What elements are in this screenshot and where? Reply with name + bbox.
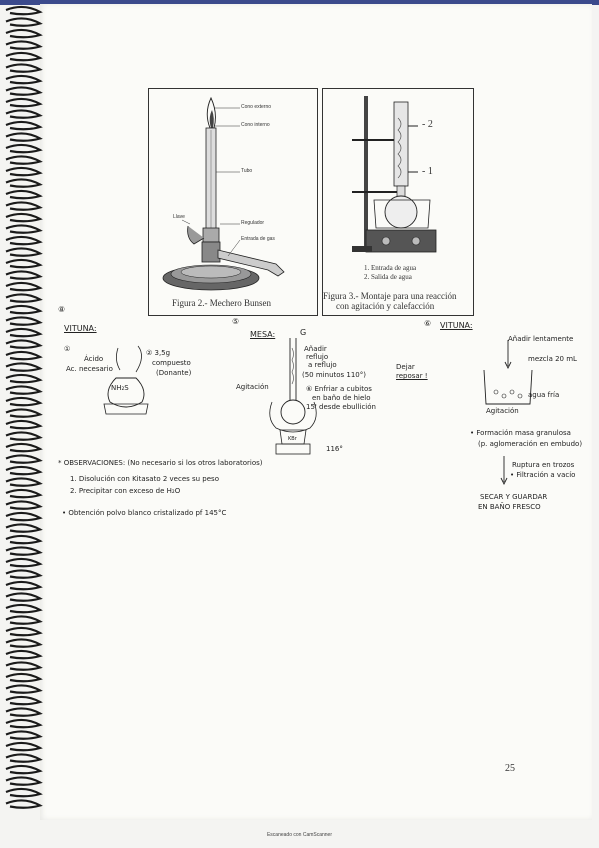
step-2-note-2: reflujo [306, 353, 329, 361]
step-2-mark: ⑤ [232, 317, 240, 326]
step-3-title: VITUNA: [440, 321, 473, 330]
spiral-coil [6, 18, 40, 25]
spiral-coil [6, 306, 40, 313]
step-3-note-1: • Formación masa granulosa [470, 429, 571, 437]
spiral-coil [6, 674, 40, 681]
step-2-letter: G [300, 328, 307, 337]
spiral-coil [6, 777, 40, 784]
spiral-coil [6, 536, 40, 543]
step-3-note-6: EN BAÑO FRESCO [478, 503, 541, 511]
figure-3-caption-line-1: Figura 3.- Montaje para una reacción [323, 291, 457, 301]
spiral-coil [6, 616, 40, 623]
figure-2-frame [148, 88, 318, 316]
figure-3-caption-line-2: con agitación y calefacción [336, 301, 435, 311]
spiral-coil [6, 490, 40, 497]
spiral-coil [6, 317, 40, 324]
spiral-coil [6, 145, 40, 152]
spiral-coil [6, 789, 40, 796]
spiral-coil [6, 352, 40, 359]
step-3-arrow [499, 456, 509, 486]
step-3-right-note-1: mezcla 20 mL [528, 355, 577, 363]
figure-3-marker-1: - 1 [422, 166, 433, 177]
spiral-coil [6, 76, 40, 83]
observation-3: • Obtención polvo blanco cristalizado pf 145°C [62, 509, 227, 517]
figure-3-legend-1: 1. Entrada de agua [364, 264, 417, 272]
spiral-coil [6, 329, 40, 336]
spiral-coil [6, 731, 40, 738]
spiral-coil [6, 444, 40, 451]
spiral-binding [0, 0, 46, 820]
spiral-coil [6, 651, 40, 658]
spiral-coil [6, 720, 40, 727]
spiral-coil [6, 467, 40, 474]
step-2-reflux-sketch [262, 338, 332, 458]
step-1-title: VITUNA: [64, 324, 97, 333]
step-2-note-5: ⑥ Enfriar a cubitos [306, 385, 372, 393]
spiral-coil [6, 685, 40, 692]
spiral-coil [6, 524, 40, 531]
label-regulador: Regulador [241, 220, 265, 226]
spiral-coil [6, 340, 40, 347]
spiral-coil [6, 766, 40, 773]
figure-3-marker-2: - 2 [422, 119, 433, 130]
step-1-reagent: Ácido [84, 355, 104, 363]
spiral-coil [6, 41, 40, 48]
spiral-coil [6, 214, 40, 221]
step-1-flask-label: NH₂S [111, 384, 129, 392]
step-3-beaker-sketch [478, 340, 538, 410]
spiral-coil [6, 628, 40, 635]
svg-text:KBr: KBr [288, 436, 297, 442]
step-3-top-note: Añadir lentamente [508, 335, 574, 343]
step-3-mark: ⑥ [424, 319, 432, 328]
label-llave: Llave [173, 214, 185, 220]
spiral-coil [6, 225, 40, 232]
step-3-right-note-2: agua fría [528, 391, 560, 399]
spiral-coil [6, 593, 40, 600]
spiral-coil [6, 110, 40, 117]
step-1-reagent-2: Ac. necesario [66, 365, 113, 373]
step-2-title: MESA: [250, 330, 276, 339]
spiral-coil [6, 513, 40, 520]
spiral-coil [6, 202, 40, 209]
spiral-coil [6, 133, 40, 140]
spiral-coil [6, 375, 40, 382]
spiral-coil [6, 432, 40, 439]
spiral-coil [6, 30, 40, 37]
label-entrada-gas: Entrada de gas [241, 236, 275, 242]
spiral-coil [6, 570, 40, 577]
observation-1: 1. Disolución con Kitasato 2 veces su peso [70, 475, 219, 483]
spiral-coil [6, 708, 40, 715]
spiral-coil [6, 478, 40, 485]
step-1-flask-sketch [96, 340, 156, 416]
spiral-coil [6, 386, 40, 393]
spiral-coil [6, 800, 40, 807]
step-3-note-5: SECAR Y GUARDAR [480, 493, 548, 501]
step-1-qty-2: compuesto [152, 359, 191, 367]
observations-title: * OBSERVACIONES: (No necesario si los otros laboratorios) [58, 459, 263, 467]
step-2-temperature: 116° [326, 445, 343, 453]
spiral-coil [6, 662, 40, 669]
spiral-coil [6, 99, 40, 106]
page-number: 25 [505, 763, 515, 774]
step-1-qty: ② 3,5g [146, 349, 171, 357]
spiral-coil [6, 168, 40, 175]
spiral-coil [6, 122, 40, 129]
spiral-coil [6, 582, 40, 589]
spiral-coil [6, 156, 40, 163]
spiral-coil [6, 53, 40, 60]
spiral-coil [6, 547, 40, 554]
step-1-mark: ① [64, 345, 71, 353]
spiral-coil [6, 260, 40, 267]
spiral-coil [6, 455, 40, 462]
spiral-coil [6, 639, 40, 646]
figure-2-caption: Figura 2.- Mechero Bunsen [172, 298, 271, 308]
step-3-note-4: • Filtración a vacío [510, 471, 576, 479]
spiral-coil [6, 271, 40, 278]
spiral-coil [6, 501, 40, 508]
spiral-coil [6, 421, 40, 428]
spiral-coil [6, 283, 40, 290]
label-cono-interno: Cono interno [241, 122, 270, 128]
spiral-coil [6, 237, 40, 244]
step-2-agitation: Agitación [236, 383, 269, 391]
step-1-qty-3: (Donante) [156, 369, 192, 377]
step-2-note-1: Añadir [304, 345, 327, 353]
spiral-coil [6, 179, 40, 186]
spiral-coil [6, 398, 40, 405]
spiral-coil [6, 191, 40, 198]
spiral-coil [6, 605, 40, 612]
step-3-middle: Dejar [396, 363, 415, 371]
spiral-coil [6, 87, 40, 94]
scanner-footer: Escaneado con CamScanner [266, 832, 333, 838]
spiral-coil [6, 7, 40, 14]
spiral-coil [6, 64, 40, 71]
observation-2: 2. Precipitar con exceso de H₂O [70, 487, 181, 495]
step-2-note-3: a reflujo [308, 361, 337, 369]
spiral-coil [6, 248, 40, 255]
spiral-coil [6, 754, 40, 761]
step-3-middle-2: reposar ! [396, 372, 428, 380]
spiral-coil [6, 409, 40, 416]
step-3-note-2: (p. aglomeración en embudo) [478, 440, 583, 448]
step-3-bottom-note: Agitación [486, 407, 519, 415]
step-3-note-3: Ruptura en trozos [512, 461, 575, 469]
section-mark: ⑧ [58, 305, 66, 314]
spiral-coil [6, 559, 40, 566]
spiral-coil [6, 363, 40, 370]
step-2-note-7: 15' desde ebullición [306, 403, 376, 411]
step-2-note-6: en baño de hielo [312, 394, 371, 402]
step-2-note-4: (50 minutos 110°) [302, 371, 366, 379]
figure-3-frame [322, 88, 474, 316]
spiral-coil [6, 743, 40, 750]
spiral-coil [6, 697, 40, 704]
figure-3-legend-2: 2. Salida de agua [364, 273, 412, 281]
label-tubo: Tubo [241, 168, 253, 174]
spiral-coil [6, 294, 40, 301]
label-cono-externo: Cono externo [241, 104, 272, 110]
